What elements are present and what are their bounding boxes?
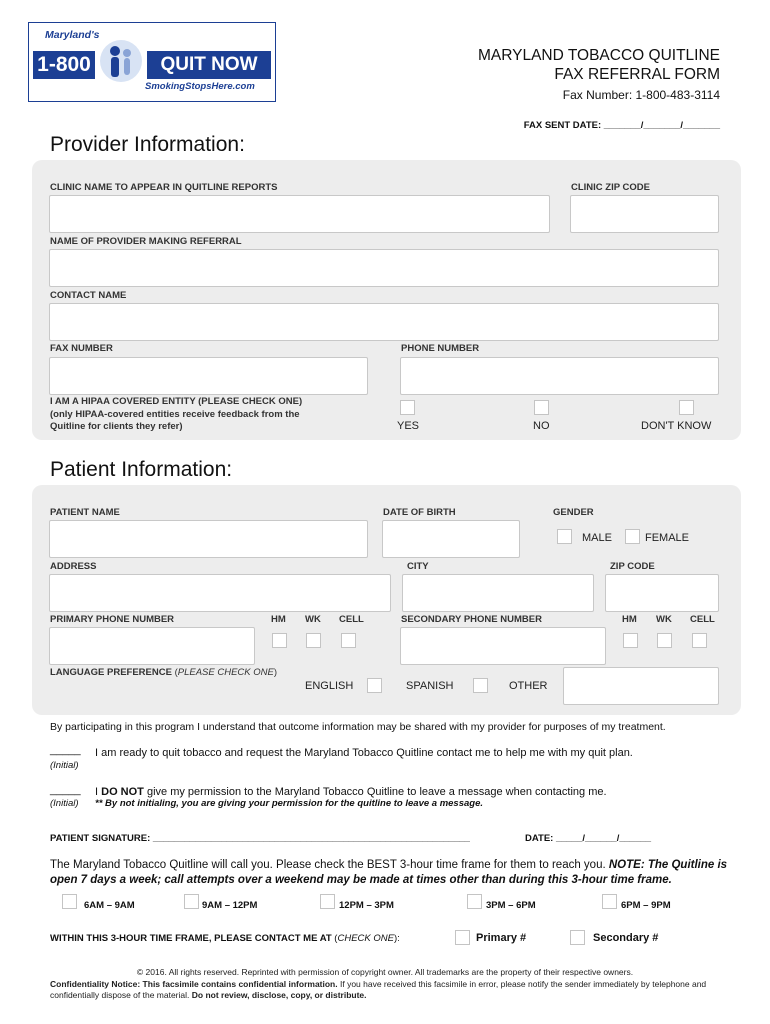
primary-cell-label: CELL xyxy=(339,614,364,625)
logo-number: 1-800 xyxy=(33,51,95,79)
quit-now-logo xyxy=(28,22,276,102)
contact-primary-checkbox[interactable] xyxy=(455,930,470,945)
secondary-phone-label: SECONDARY PHONE NUMBER xyxy=(401,614,542,625)
clinic-name-field[interactable] xyxy=(49,195,550,233)
gender-label: GENDER xyxy=(553,507,594,518)
slot-12pm-checkbox[interactable] xyxy=(320,894,335,909)
language-other-field[interactable] xyxy=(563,667,719,705)
zip-code-field[interactable] xyxy=(605,574,719,612)
message-initial-label: (Initial) xyxy=(50,798,79,809)
city-field[interactable] xyxy=(402,574,594,612)
contact-secondary-checkbox[interactable] xyxy=(570,930,585,945)
hipaa-yes-label: YES xyxy=(397,420,420,432)
language-other-label: OTHER xyxy=(509,680,548,692)
language-english-label: ENGLISH xyxy=(305,680,354,692)
dob-label: DATE OF BIRTH xyxy=(383,507,456,518)
clinic-zip-field[interactable] xyxy=(570,195,719,233)
ready-to-quit-statement: I am ready to quit tobacco and request the Maryland Tobacco Quitline contact me to help me with my quit plan. xyxy=(95,747,633,759)
address-field[interactable] xyxy=(49,574,391,612)
copyright-notice: © 2016. All rights reserved. Reprinted with permission of copyright owner. All trademarks are the property of their respective owners. xyxy=(136,967,634,977)
hipaa-no-checkbox[interactable] xyxy=(534,400,549,415)
language-spanish-checkbox[interactable] xyxy=(473,678,488,693)
patient-signature-line[interactable]: PATIENT SIGNATURE: ____________________________________________________________ xyxy=(50,833,470,844)
secondary-cell-label: CELL xyxy=(690,614,715,625)
gender-female-label: FEMALE xyxy=(645,532,690,544)
confidentiality-plain: If you have received this facsimile in error, please notify the sender immediately by telephone and confidentially dispose of the material. xyxy=(50,979,707,1000)
gender-male-label: MALE xyxy=(582,532,612,544)
hipaa-line2: (only HIPAA-covered entities receive feedback from the xyxy=(50,408,300,420)
slot-3pm-label: 3PM – 6PM xyxy=(486,900,536,911)
language-english-checkbox[interactable] xyxy=(367,678,382,693)
clinic-zip-label: CLINIC ZIP CODE xyxy=(571,182,650,193)
gender-male-checkbox[interactable] xyxy=(557,529,572,544)
provider-name-field[interactable] xyxy=(49,249,719,287)
secondary-hm-checkbox[interactable] xyxy=(623,633,638,648)
logo-state: Maryland's xyxy=(45,29,100,41)
primary-cell-checkbox[interactable] xyxy=(341,633,356,648)
zip-code-label: ZIP CODE xyxy=(610,561,655,572)
fax-number-label: FAX NUMBER xyxy=(50,343,113,354)
clinic-name-label: CLINIC NAME TO APPEAR IN QUITLINE REPORTS xyxy=(50,182,278,193)
timeframe-intro-note: NOTE: The Quitline is open 7 days a week; call attempts over a weekend may be made at times other than during this 3-hour time frame. xyxy=(50,859,728,886)
primary-hm-checkbox[interactable] xyxy=(272,633,287,648)
ready-initial-label: (Initial) xyxy=(50,760,79,771)
secondary-phone-field[interactable] xyxy=(400,627,606,665)
confidentiality-bold2: Do not review, disclose, copy, or distribute. xyxy=(191,990,367,1000)
contact-name-field[interactable] xyxy=(49,303,719,341)
no-initial-note: ** By not initialing, you are giving your permission for the quitline to leave a message. xyxy=(95,798,484,809)
timeframe-intro xyxy=(50,858,730,888)
hipaa-dont-know-label: DON'T KNOW xyxy=(641,420,712,432)
no-message-bold: DO NOT xyxy=(101,786,144,798)
secondary-hm-label: HM xyxy=(622,614,637,625)
secondary-wk-checkbox[interactable] xyxy=(657,633,672,648)
primary-wk-label: WK xyxy=(305,614,321,625)
no-message-statement xyxy=(95,786,607,798)
slot-3pm-checkbox[interactable] xyxy=(467,894,482,909)
contact-secondary-label: Secondary # xyxy=(593,932,659,944)
contact-name-label: CONTACT NAME xyxy=(50,290,127,301)
hipaa-dont-know-checkbox[interactable] xyxy=(679,400,694,415)
no-message-post: give my permission to the Maryland Tobacco Quitline to leave a message when contacting me. xyxy=(143,786,607,798)
participation-statement: By participating in this program I understand that outcome information may be shared with my provider for purposes of my treatment. xyxy=(50,721,666,733)
hipaa-no-label: NO xyxy=(533,420,550,432)
contact-preference-label: WITHIN THIS 3-HOUR TIME FRAME, PLEASE CONTACT ME AT (CHECK ONE): xyxy=(50,933,400,944)
phone-number-label: PHONE NUMBER xyxy=(401,343,480,354)
primary-phone-field[interactable] xyxy=(49,627,255,665)
city-label: CITY xyxy=(407,561,429,572)
phone-number-field[interactable] xyxy=(400,357,719,395)
contact-preference-text: WITHIN THIS 3-HOUR TIME FRAME, PLEASE CONTACT ME AT xyxy=(50,933,332,944)
confidentiality-bold: Confidentiality Notice: This facsimile contains confidential information. xyxy=(50,979,338,989)
hipaa-line1: I AM A HIPAA COVERED ENTITY (PLEASE CHECK ONE) xyxy=(50,396,303,407)
form-title-line2: FAX REFERRAL FORM xyxy=(554,66,720,83)
slot-9am-label: 9AM – 12PM xyxy=(202,900,258,911)
primary-wk-checkbox[interactable] xyxy=(306,633,321,648)
contact-preference-hint: CHECK ONE xyxy=(337,933,394,944)
provider-name-label: NAME OF PROVIDER MAKING REFERRAL xyxy=(50,236,242,247)
contact-primary-label: Primary # xyxy=(476,932,527,944)
address-label: ADDRESS xyxy=(50,561,97,572)
slot-6am-checkbox[interactable] xyxy=(62,894,77,909)
hipaa-yes-checkbox[interactable] xyxy=(400,400,415,415)
logo-quit-now: QUIT NOW xyxy=(147,51,271,79)
language-spanish-label: SPANISH xyxy=(406,680,454,692)
language-label: LANGUAGE PREFERENCE (PLEASE CHECK ONE) xyxy=(50,667,278,678)
patient-name-label: PATIENT NAME xyxy=(50,507,120,518)
signature-date-line[interactable]: DATE: _____/______/______ xyxy=(525,833,652,844)
people-icon xyxy=(99,39,143,83)
slot-6pm-checkbox[interactable] xyxy=(602,894,617,909)
slot-6pm-label: 6PM – 9PM xyxy=(621,900,671,911)
fax-number-field[interactable] xyxy=(49,357,368,395)
provider-section-title: Provider Information: xyxy=(50,133,245,156)
primary-phone-label: PRIMARY PHONE NUMBER xyxy=(50,614,175,625)
patient-section-title: Patient Information: xyxy=(50,458,233,481)
language-label-text: LANGUAGE PREFERENCE xyxy=(50,667,172,678)
ready-initial-blank[interactable]: _____ xyxy=(50,744,81,756)
secondary-wk-label: WK xyxy=(656,614,672,625)
form-title xyxy=(478,46,720,84)
form-title-line1: MARYLAND TOBACCO QUITLINE xyxy=(477,47,720,64)
slot-12pm-label: 12PM – 3PM xyxy=(339,900,394,911)
timeframe-intro-plain: The Maryland Tobacco Quitline will call you. Please check the BEST 3-hour time frame for them to reach you. xyxy=(50,859,609,871)
logo-website: SmokingStopsHere.com xyxy=(145,81,255,92)
message-initial-blank[interactable]: _____ xyxy=(50,784,81,796)
confidentiality-notice xyxy=(50,979,740,1001)
language-hint: PLEASE CHECK ONE xyxy=(177,667,274,678)
dob-field[interactable] xyxy=(382,520,520,558)
patient-name-field[interactable] xyxy=(49,520,368,558)
secondary-cell-checkbox[interactable] xyxy=(692,633,707,648)
hipaa-line3: Quitline for clients they refer) xyxy=(50,421,183,432)
fax-number: Fax Number: 1-800-483-3114 xyxy=(562,88,720,102)
slot-6am-label: 6AM – 9AM xyxy=(84,900,135,911)
gender-female-checkbox[interactable] xyxy=(625,529,640,544)
primary-hm-label: HM xyxy=(271,614,286,625)
hipaa-question xyxy=(50,396,302,434)
slot-9am-checkbox[interactable] xyxy=(184,894,199,909)
no-message-pre: I xyxy=(95,786,102,798)
fax-sent-date: FAX SENT DATE: _______/_______/_______ xyxy=(523,120,720,131)
